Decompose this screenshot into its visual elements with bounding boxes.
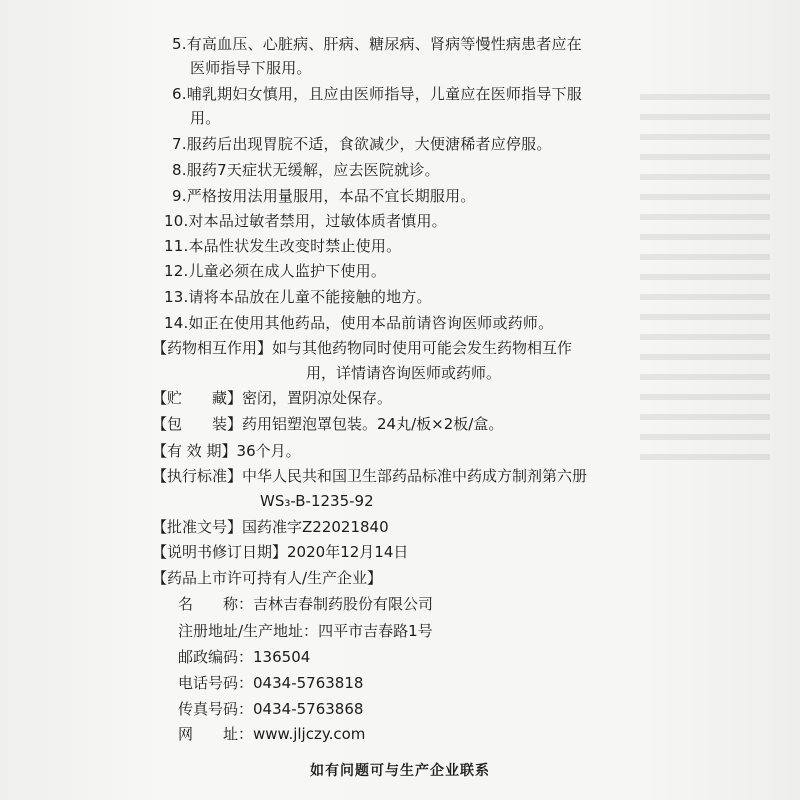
holder-fax-label: 传真号码：: [178, 700, 254, 718]
warning-text: 哺乳期妇女慎用，且应由医师指导，儿童应在医师指导下服: [186, 85, 582, 103]
warning-text: 用。: [190, 109, 221, 127]
holder-address: [178, 619, 433, 643]
warning-number: 11.: [164, 237, 189, 255]
holder-address-value: 四平市吉春路1号: [318, 622, 433, 640]
approval-section: [152, 515, 389, 539]
holder-postcode-value: 136504: [253, 648, 311, 666]
holder-fax-value: 0434-5763868: [253, 700, 364, 718]
storage-value: 密闭，置阴凉处保存。: [242, 389, 393, 407]
storage-section: [152, 386, 392, 410]
package-label: 【包 装】: [152, 415, 243, 433]
revision-value: 2020年12月14日: [287, 543, 409, 561]
revision-label: 【说明书修订日期】: [152, 543, 288, 561]
warning-item-7: [172, 132, 552, 156]
interaction-text: 用，详情请咨询医师或药师。: [306, 364, 502, 382]
warning-item-12: [164, 259, 386, 283]
bleed-through-text: [640, 80, 770, 780]
holder-label: 【药品上市许可持有人/生产企业】: [152, 569, 383, 587]
interaction-section-cont: [306, 361, 501, 385]
standard-code: WS₃-B-1235-92: [260, 492, 374, 510]
warning-number: 12.: [164, 262, 189, 280]
holder-postcode-label: 邮政编码：: [178, 648, 254, 666]
holder-name-label: 名 称：: [178, 595, 254, 613]
standard-section: [152, 464, 587, 488]
warning-text: 如正在使用其他药品，使用本品前请咨询医师或药师。: [188, 314, 554, 332]
warning-number: 7.: [172, 135, 187, 153]
standard-label: 【执行标准】: [152, 467, 243, 485]
warning-number: 10.: [164, 212, 189, 230]
approval-value: 国药准字Z22021840: [242, 518, 389, 536]
warning-item-10: [164, 209, 447, 233]
warning-text: 服药7天症状无缓解，应去医院就诊。: [186, 161, 440, 179]
interaction-text: 如与其他药物同时使用可能会发生药物相互作: [272, 339, 573, 357]
validity-value: 36个月。: [236, 442, 301, 460]
standard-text: 中华人民共和国卫生部药品标准中药成方制剂第六册: [242, 467, 588, 485]
approval-label: 【批准文号】: [152, 518, 243, 536]
holder-phone-value: 0434-5763818: [253, 674, 364, 692]
warning-text: 医师指导下服用。: [190, 59, 312, 77]
warning-item-9: [172, 184, 476, 208]
warning-number: 14.: [164, 314, 189, 332]
warning-text: 请将本品放在儿童不能接触的地方。: [188, 288, 432, 306]
storage-label: 【贮 藏】: [152, 389, 243, 407]
holder-section: [152, 566, 382, 590]
warning-item-13: [164, 285, 432, 309]
warning-text: 服药后出现胃脘不适，食欲减少，大便溏稀者应停服。: [186, 135, 552, 153]
revision-section: [152, 540, 408, 564]
warning-item-6-cont: [190, 106, 220, 130]
warning-text: 本品性状发生改变时禁止使用。: [188, 237, 402, 255]
warning-item-6: [172, 82, 582, 106]
holder-name: [178, 592, 433, 616]
holder-phone: [178, 671, 363, 695]
warning-text: 有高血压、心脏病、肝病、糖尿病、肾病等慢性病患者应在: [186, 35, 582, 53]
holder-address-label: 注册地址/生产地址：: [178, 622, 319, 640]
warning-item-11: [164, 234, 401, 258]
warning-item-5-cont: [190, 56, 312, 80]
interaction-section: [152, 336, 572, 360]
validity-section: [152, 439, 301, 463]
standard-section-cont: [260, 489, 374, 513]
warning-item-14: [164, 311, 553, 335]
contact-footer: 如有问题可与生产企业联系: [310, 763, 490, 779]
warning-text: 儿童必须在成人监护下使用。: [188, 262, 387, 280]
package-section: [152, 412, 503, 436]
holder-name-value: 吉林吉春制药股份有限公司: [253, 595, 434, 613]
holder-fax: [178, 697, 363, 721]
interaction-label: 【药物相互作用】: [152, 339, 273, 357]
warning-number: 8.: [172, 161, 187, 179]
warning-text: 严格按用法用量服用，本品不宜长期服用。: [186, 187, 476, 205]
warning-number: 13.: [164, 288, 189, 306]
holder-website-value: www.jljczy.com: [253, 725, 366, 743]
warning-item-5: [172, 32, 582, 56]
warning-item-8: [172, 158, 440, 182]
warning-number: 6.: [172, 85, 187, 103]
holder-phone-label: 电话号码：: [178, 674, 254, 692]
holder-website-label: 网 址：: [178, 725, 254, 743]
holder-postcode: [178, 645, 310, 669]
validity-label: 【有 效 期】: [152, 442, 237, 460]
warning-number: 9.: [172, 187, 187, 205]
holder-website: [178, 722, 365, 746]
warning-number: 5.: [172, 35, 187, 53]
package-value: 药用铝塑泡罩包装。24丸/板×2板/盒。: [242, 415, 504, 433]
warning-text: 对本品过敏者禁用，过敏体质者慎用。: [188, 212, 447, 230]
